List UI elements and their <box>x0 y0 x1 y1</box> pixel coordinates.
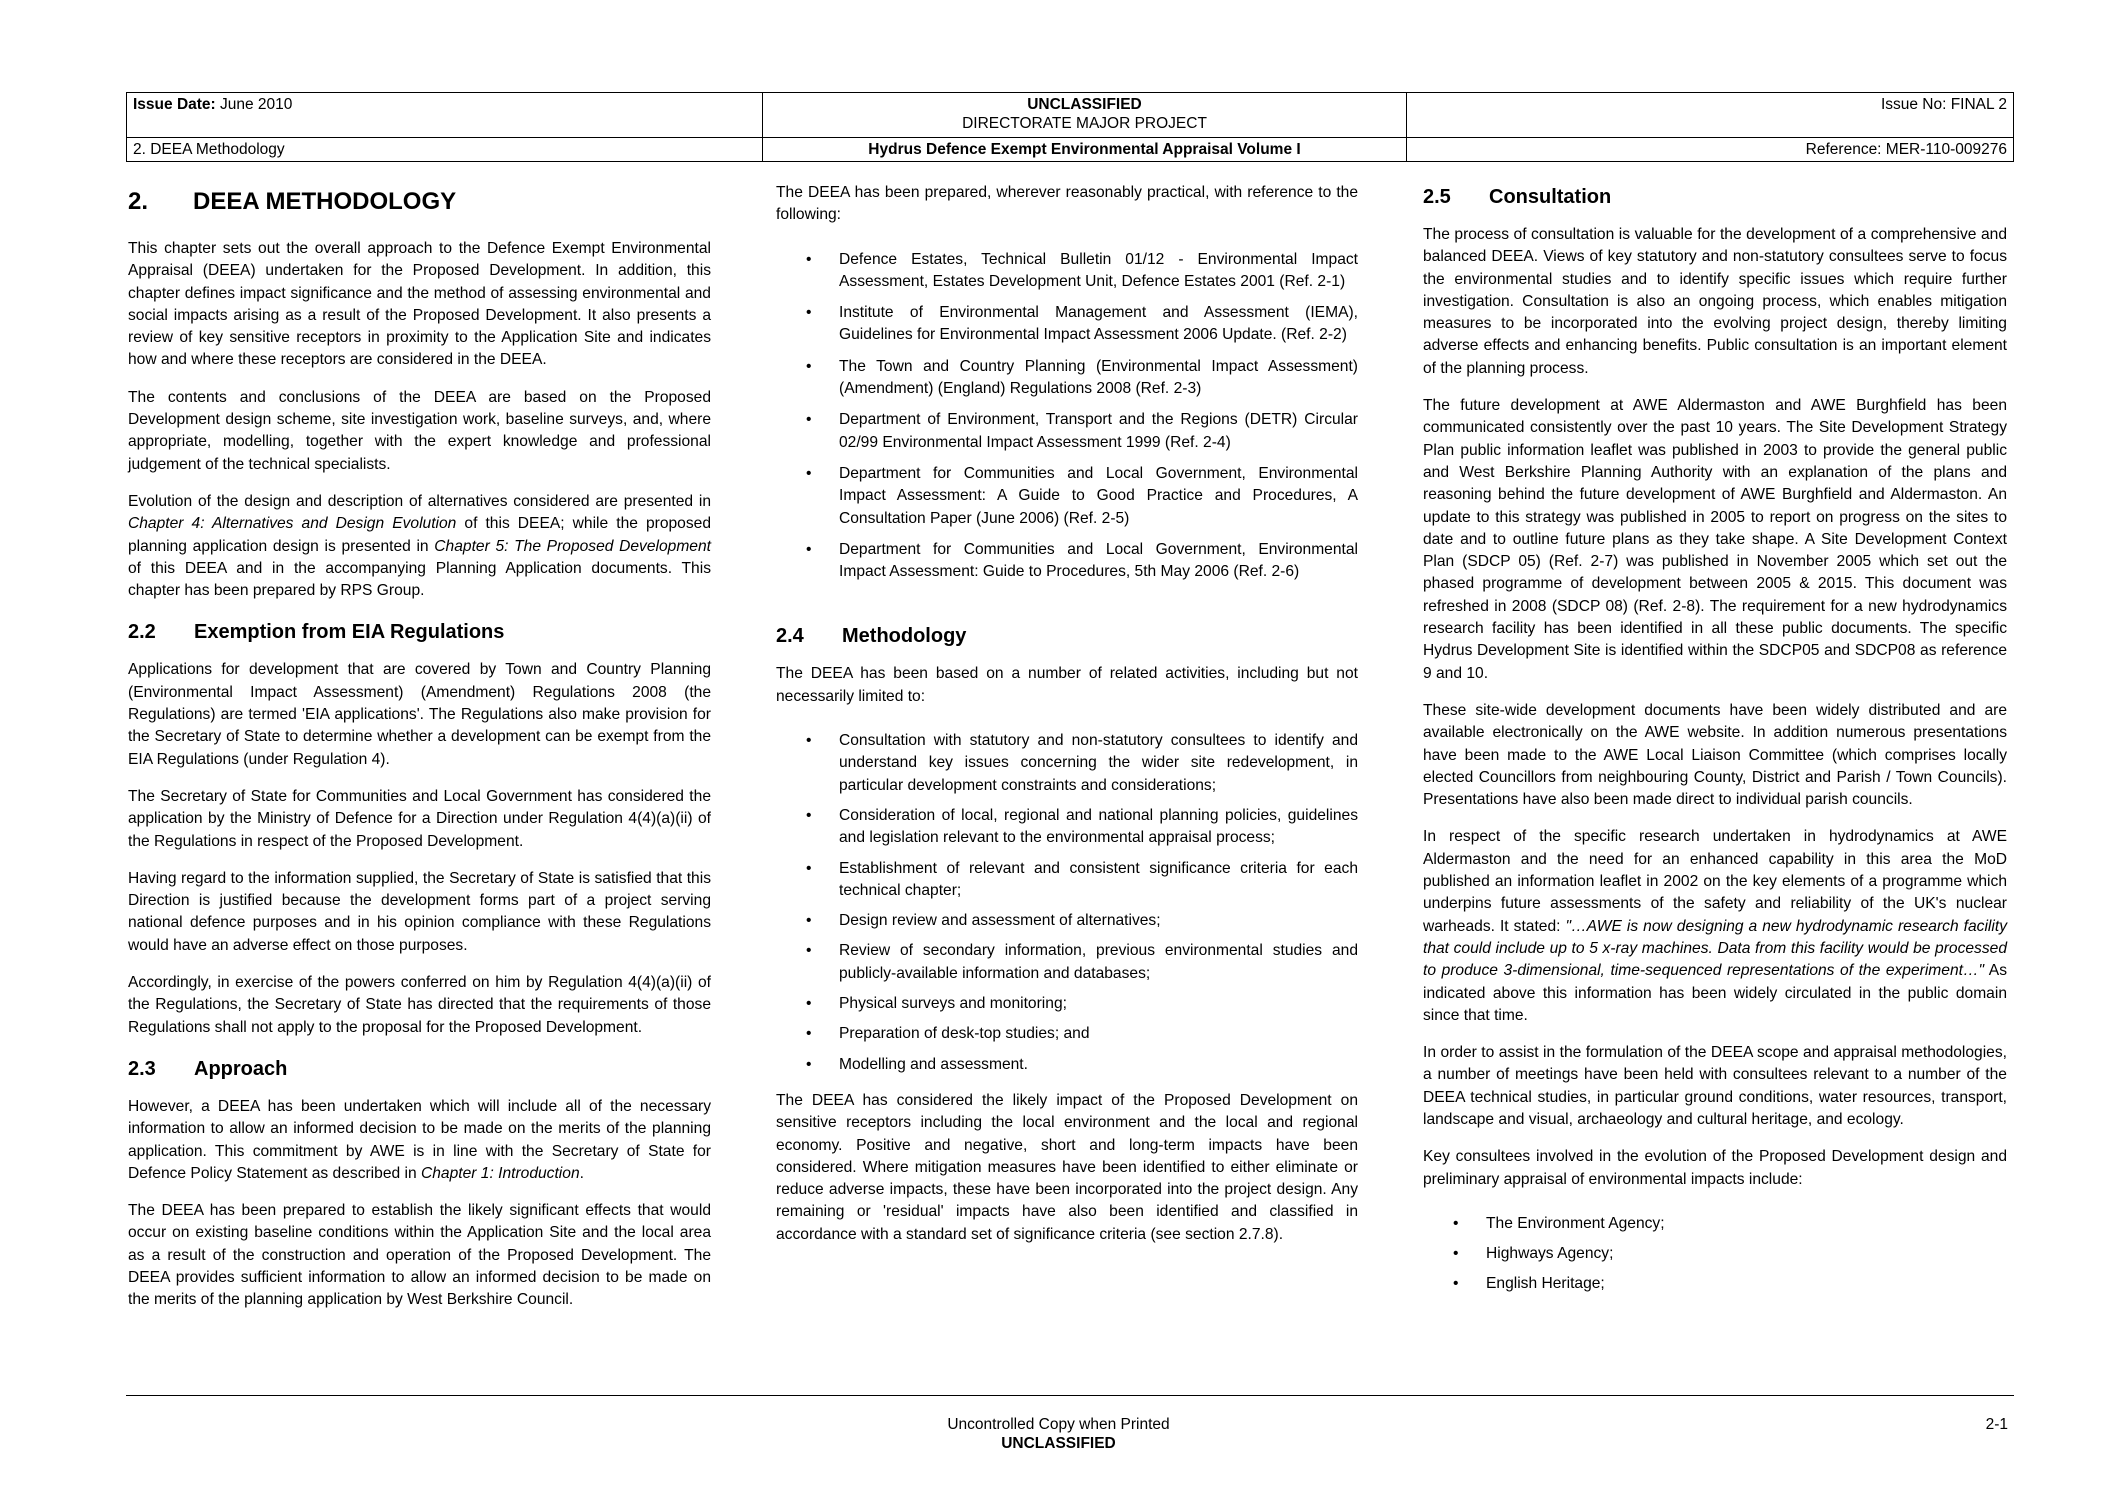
bullet-icon: • <box>806 1025 812 1043</box>
chapter-4-reference: Chapter 4: Alternatives and Design Evolution <box>128 515 457 533</box>
list-item: • Establishment of relevant and consistent significance criteria for each technical chapter; <box>806 859 1358 899</box>
paragraph: The contents and conclusions of the DEEA are based on the Proposed Development design scheme, site investigation work, baseline surveys, and, where appropriate, modelling, together with the expert knowledge and professional judgement of the technical specialists. <box>128 388 711 473</box>
paragraph: This chapter sets out the overall approach to the Defence Exempt Environmental Appraisal (DEEA) undertaken for the Proposed Development. In addition, this chapter defines impact significance and the method of assessing environmental and social impacts arising as a result of the Proposed Development. It also presents a review of key sensitive receptors in proximity to the Application Site and indicates how and where these receptors are considered in the DEEA. <box>128 240 711 369</box>
chapter-1-reference: Chapter 1: Introduction <box>420 1164 580 1182</box>
chapter-number: 2. <box>128 188 149 215</box>
bullet-icon: • <box>806 942 812 960</box>
chapter-heading <box>128 182 711 222</box>
paragraph: The DEEA has considered the likely impact of the Proposed Development on sensitive receptors including the local environment and the local and regional economy. Positive and negative, short and long-term impacts have been considered. Where mitigation measures have been identified to either eliminate or reduce adverse impacts, these have been incorporated into the project design. Any remaining or 'residual' impacts have also been identified and classified in accordance with a standard set of significance criteria (see section 2.7.8). <box>776 1091 1358 1243</box>
paragraph-quote: In respect of the specific research undertaken in hydrodynamics at AWE Aldermaston and the need for an enhanced capability in this area the MoD published an information leaflet in 2002 on the key elements of a programme which underpins future assessments of the safety and reliability of the UK's nuclear warheads. It stated: "…AWE is now designing a new hydrodynamic research facility that could include up to 5 x-ray machines. Data from this facility would be processed to produce 3-dimensional, time-sequenced representations of the experiment…" As indicated above this information has been widely circulated in the public domain since that time. <box>1423 828 2007 1024</box>
list-item: • Defence Estates, Technical Bulletin 01/12 - Environmental Impact Assessment, Estates Development Unit, Defence Estates 2001 (Ref. 2-1) <box>806 250 1358 290</box>
paragraph: Applications for development that are covered by Town and Country Planning (Environmental Impact Assessment) (Amendment) Regulations 2008 (the Regulations) are termed 'EIA applications'. The Regulations also make provision for the Secretary of State to determine whether a development can be exempt from the EIA Regulations (under Regulation 4). <box>128 661 711 768</box>
footer-note: Uncontrolled Copy when Printed <box>947 1416 1170 1433</box>
list-item: • Department for Communities and Local Government, Environmental Impact Assessment: A Guide to Good Practice and Procedures, A Consultation Paper (June 2006) (Ref. 2-5) <box>806 464 1358 527</box>
section-heading-2-5: 2.5 Consultation <box>1423 186 1612 208</box>
mod-quote: "…AWE is now designing a new hydrodynamic research facility that could include up to 5 x-ray machines. Data from this facility would be processed to produce 3-dimensional, time-sequenced representations of the experiment…" <box>1423 917 2007 980</box>
list-item: • Consultation with statutory and non-statutory consultees to identify and understand key issues concerning the wider site redevelopment, in particular development constraints and considerations; <box>806 732 1358 794</box>
list-item: • The Town and Country Planning (Environmental Impact Assessment) (Amendment) (England) Regulations 2008 (Ref. 2-3) <box>806 357 1358 398</box>
reference-number: Reference: MER-110-009276 <box>1407 138 2014 162</box>
directorate-label: DIRECTORATE MAJOR PROJECT <box>962 115 1207 132</box>
section-label: 2. DEEA Methodology <box>127 138 763 162</box>
list-item: • Department for Communities and Local Government, Environmental Impact Assessment: Guide to Procedures, 5th May 2006 (Ref. 2-6) <box>806 540 1358 581</box>
bullet-icon: • <box>806 995 812 1013</box>
issue-date-value: June 2010 <box>220 96 293 113</box>
list-item: • Department of Environment, Transport and the Regions (DETR) Circular 02/99 Environmental Impact Assessment 1999 (Ref. 2-4) <box>806 411 1358 451</box>
page-number: 2-1 <box>1985 1416 2008 1433</box>
paragraph-approach: However, a DEEA has been undertaken which will include all of the necessary information to allow an informed decision to be made on the merits of the planning application. This commitment by AWE is in line with the Secretary of State for Defence Policy Statement as described in Chapter 1: Introduction. <box>128 1097 711 1182</box>
paragraph: The future development at AWE Aldermaston and AWE Burghfield has been communicated consistently over the past 10 years. The Site Development Strategy Plan public information leaflet was published in 2003 to provide the general public and West Berkshire Planning Authority with an explanation of the plans and reasoning behind the future development of AWE Burghfield and Aldermaston. An update to this strategy was published in 2005 to report on progress on the sites to date and to outline future plans as they take shape. A Site Development Context Plan (SDCP 05) (Ref. 2-7) was published in November 2005 which set out the phased programme of development between 2005 & 2015. This document was refreshed in 2008 (SDCP 08) (Ref. 2-8). The requirement for a new hydrodynamics research facility has been identified in all these public documents. The specific Hydrus Development Site is identified within the SDCP05 and SDCP08 as reference 9 and 10. <box>1423 397 2007 682</box>
section-heading-2-2: 2.2 Exemption from EIA Regulations <box>128 621 505 644</box>
paragraph: The DEEA has been prepared to establish the likely significant effects that would occur on existing baseline conditions within the Application Site and the local area as a result of the construction and operation of the Proposed Development. The DEEA provides sufficient information to allow an informed decision to be made on the merits of the planning application by West Berkshire Council. <box>128 1202 711 1309</box>
bullet-icon: • <box>1453 1275 1459 1293</box>
activity-list <box>776 730 1358 1076</box>
bullet-icon: • <box>806 732 812 750</box>
list-item: • Consideration of local, regional and national planning policies, guidelines and legislation relevant to the environmental appraisal process; <box>806 806 1358 847</box>
classification-cell <box>763 93 1407 138</box>
issue-no: Issue No: FINAL 2 <box>1407 93 2014 138</box>
section-heading-2-4: 2.4 Methodology <box>776 625 967 648</box>
paragraph: Having regard to the information supplied, the Secretary of State is satisfied that this Direction is justified because the development forms part of a project serving national defence purposes and in his opinion compliance with these Regulations would have an adverse effect on those purposes. <box>128 869 711 954</box>
chapter-title: DEEA METHODOLOGY <box>193 188 457 215</box>
reference-list <box>776 249 1358 584</box>
bullet-icon: • <box>806 806 812 824</box>
chapter-5-reference: Chapter 5: The Proposed Development <box>434 537 711 555</box>
footer-divider <box>126 1395 2014 1396</box>
footer <box>0 1415 2117 1453</box>
list-item: • Review of secondary information, previous environmental studies and publicly-available information and databases; <box>806 942 1358 982</box>
bullet-icon: • <box>1453 1245 1459 1263</box>
document-header <box>126 92 2014 162</box>
paragraph-alternatives: Evolution of the design and description of alternatives considered are presented in Chapter 4: Alternatives and Design Evolution of this DEEA; while the proposed planning application design is presented in Chapter 5: The Proposed Development of this DEEA and in the accompanying Planning Application documents. This chapter has been prepared by RPS Group. <box>128 492 711 600</box>
list-item: • English Heritage; <box>1423 1273 2007 1295</box>
list-item: • Preparation of desk-top studies; and <box>776 1023 1358 1045</box>
list-item: • Design review and assessment of alternatives; <box>776 910 1358 932</box>
bullet-icon: • <box>806 304 812 322</box>
bullet-icon: • <box>806 540 812 558</box>
classification-label: UNCLASSIFIED <box>1027 96 1142 113</box>
bullet-icon: • <box>806 411 812 429</box>
paragraph: The DEEA has been based on a number of related activities, including but not necessarily limited to: <box>776 665 1358 705</box>
column-right <box>1423 182 2007 1310</box>
paragraph: The Secretary of State for Communities and Local Government has considered the application by the Ministry of Defence for a Direction under Regulation 4(4)(a)(ii) of the Regulations in respect of the Proposed Development. <box>128 787 711 850</box>
bullet-icon: • <box>1453 1214 1459 1232</box>
bullet-icon: • <box>806 357 812 375</box>
bullet-icon: • <box>806 859 812 877</box>
bullet-icon: • <box>806 464 812 482</box>
column-left <box>128 182 711 1327</box>
bullet-icon: • <box>806 250 812 268</box>
list-item: • Institute of Environmental Management and Assessment (IEMA), Guidelines for Environmental Impact Assessment 2006 Update. (Ref. 2-2) <box>806 304 1358 344</box>
paragraph: Accordingly, in exercise of the powers conferred on him by Regulation 4(4)(a)(ii) of the Regulations, the Secretary of State has directed that the requirements of those Regulations shall not apply to the proposal for the Proposed Development. <box>128 974 711 1036</box>
document-title: Hydrus Defence Exempt Environmental Appraisal Volume I <box>763 138 1407 162</box>
list-item: • The Environment Agency; <box>1423 1213 2007 1235</box>
paragraph: Key consultees involved in the evolution of the Proposed Development design and preliminary appraisal of environmental impacts include: <box>1423 1148 2007 1188</box>
column-middle <box>776 182 1358 1261</box>
consultee-list <box>1423 1213 2007 1296</box>
section-heading-2-3: 2.3 Approach <box>128 1057 288 1080</box>
issue-date-label: Issue Date: <box>133 96 216 113</box>
issue-date-cell <box>127 93 763 138</box>
paragraph: In order to assist in the formulation of the DEEA scope and appraisal methodologies, a number of meetings have been held with consultees relevant to a number of the DEEA technical studies, in particular ground conditions, water resources, transport, landscape and visual, archaeology and cultural heritage, and ecology. <box>1423 1044 2007 1128</box>
list-item: • Modelling and assessment. <box>776 1054 1358 1076</box>
bullet-icon: • <box>806 1055 812 1073</box>
list-item: • Highways Agency; <box>1423 1243 2007 1265</box>
footer-classification: UNCLASSIFIED <box>1001 1435 1116 1452</box>
bullet-icon: • <box>806 912 812 930</box>
paragraph: The process of consultation is valuable for the development of a comprehensive and balanced DEEA. Views of key statutory and non-statutory consultees serve to focus the environmental studies and to identify specific issues which require further investigation. Consultation is also an ongoing process, which enables mitigation measures to be incorporated into the evolving project design, thereby limiting adverse effects and enhancing benefits. Public consultation is an important element of the planning process. <box>1423 226 2007 377</box>
paragraph: These site-wide development documents have been widely distributed and are available electronically on the AWE website. In addition numerous presentations have been made to the AWE Local Liaison Committee (which comprises locally elected Councillors from neighbouring County, District and Parish / Town Councils). Presentations have also been made direct to individual parish councils. <box>1423 701 2007 809</box>
list-item: • Physical surveys and monitoring; <box>776 993 1358 1015</box>
paragraph: The DEEA has been prepared, wherever reasonably practical, with reference to the following: <box>776 184 1358 224</box>
